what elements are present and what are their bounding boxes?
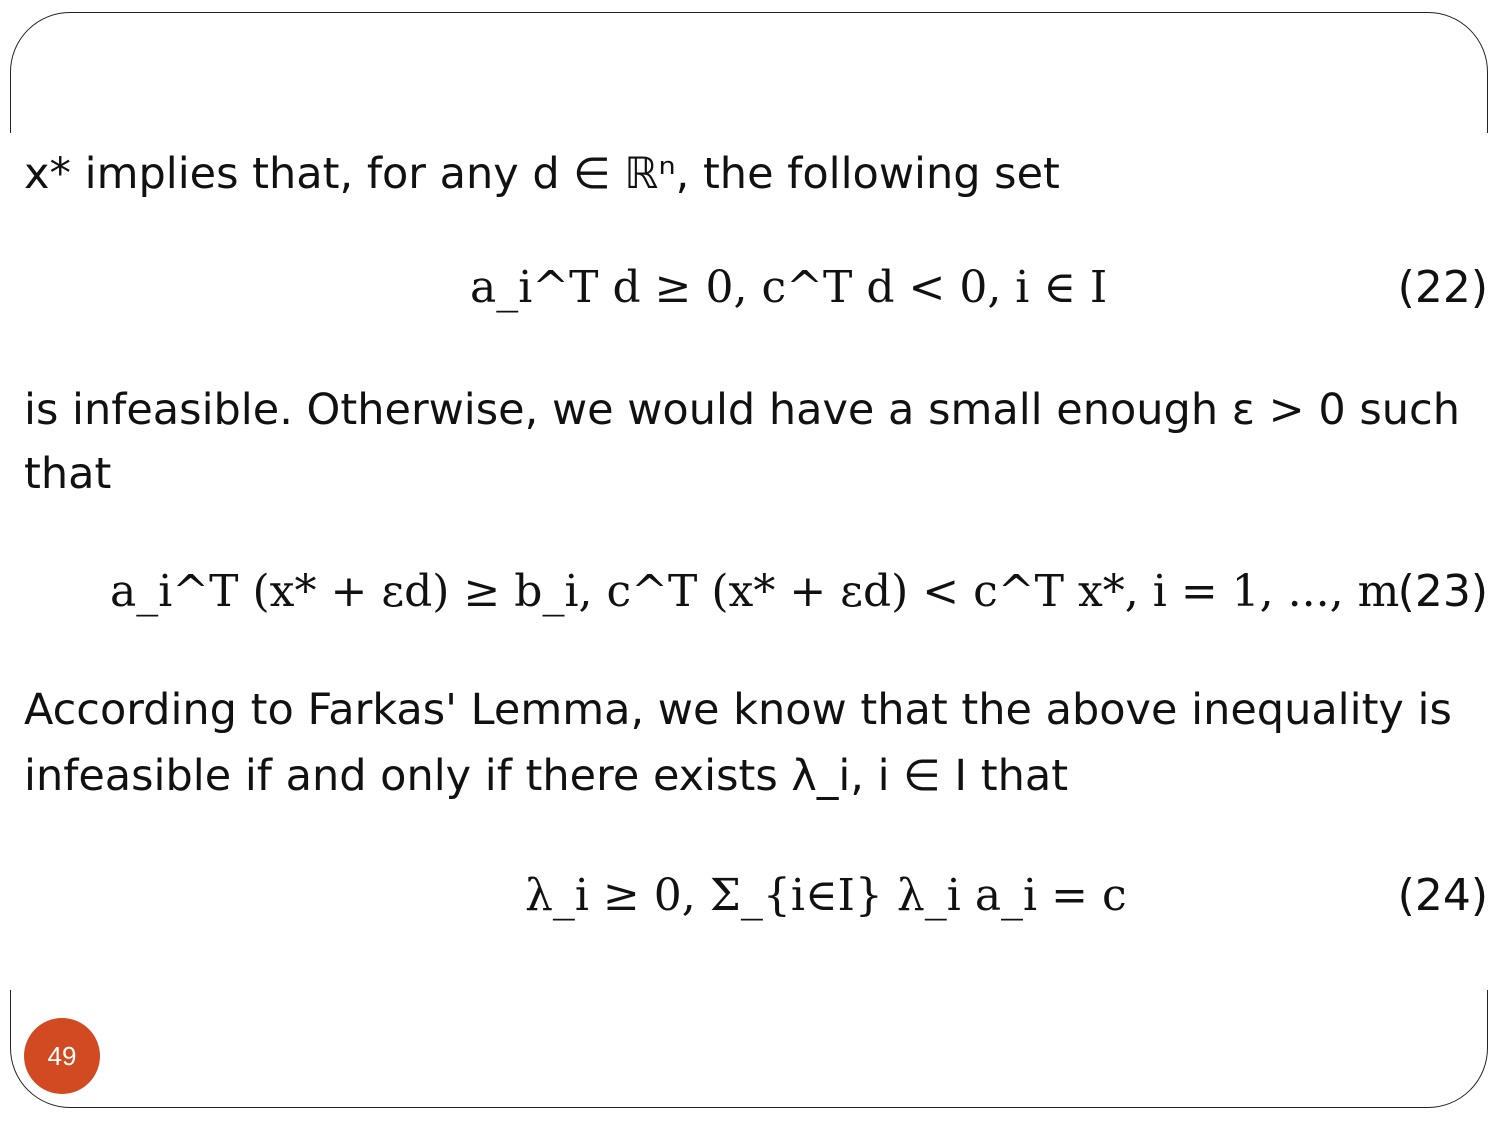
paragraph-3-line-1: According to Farkas' Lemma, we know that the above inequality is (24, 685, 1452, 735)
page-number-badge (24, 1018, 100, 1094)
equation-24 (525, 870, 1127, 921)
equation-24-text: λ_i ≥ 0, Σ_{i∈I} λ_i a_i = c (525, 870, 1127, 921)
equation-23-number: (23) (1397, 566, 1488, 617)
intro-sentence (24, 142, 1484, 206)
equation-23-text: a_i^T (x* + εd) ≥ b_i, c^T (x* + εd) < c^T x*, i = 1, ..., m (110, 566, 1400, 617)
infeasible-paragraph-line2 (24, 442, 1484, 506)
infeasible-paragraph-line1 (24, 378, 1484, 442)
intro-text: x* implies that, for any d ∈ ℝⁿ, the following set (24, 149, 1060, 199)
paragraph-2-line-1: is infeasible. Otherwise, we would have a small enough ε > 0 such (24, 385, 1460, 435)
paragraph-3-line-2: infeasible if and only if there exists λ_i, i ∈ I that (24, 751, 1069, 801)
farkas-paragraph-line2 (24, 744, 1484, 808)
paragraph-2-line-2: that (24, 449, 112, 499)
equation-22-text: a_i^T d ≥ 0, c^T d < 0, i ∈ I (470, 262, 1108, 313)
farkas-paragraph-line1 (24, 678, 1484, 742)
equation-22 (470, 262, 1107, 313)
page-number: 49 (47, 1040, 77, 1071)
equation-22-number: (22) (1397, 262, 1488, 313)
equation-24-number: (24) (1397, 870, 1488, 921)
equation-23 (110, 566, 1399, 617)
